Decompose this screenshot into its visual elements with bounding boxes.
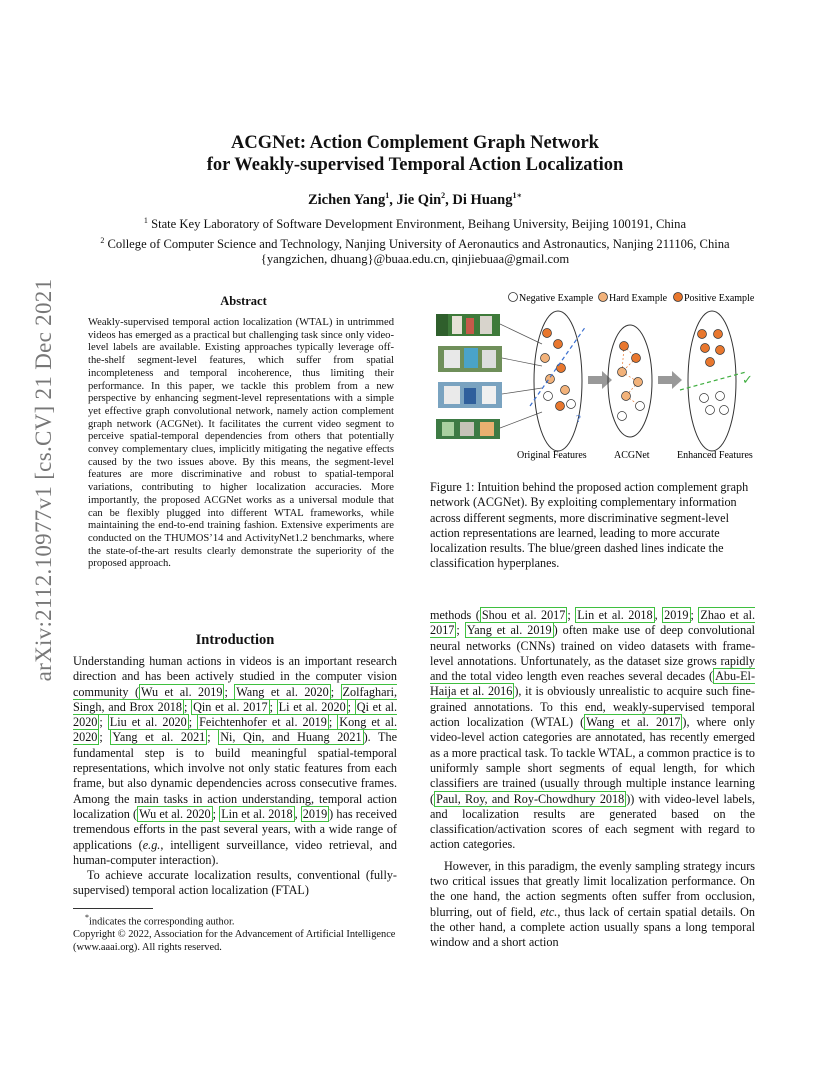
figure-legend xyxy=(509,293,755,305)
figure-1 xyxy=(430,286,760,466)
enhanced-features-cluster xyxy=(680,311,753,451)
affiliations xyxy=(60,213,770,268)
arrow-icon xyxy=(658,371,682,389)
label-enhanced-features: Enhanced Features xyxy=(677,450,753,461)
citation-link[interactable]: Shou et al. 2017 xyxy=(481,608,566,622)
citation-link[interactable]: Wang et al. 2020 xyxy=(236,684,329,699)
figure-1-caption: Figure 1: Intuition behind the proposed action complement graph network (ACGNet). By exploiting complementary information across different segments, more discriminative segment-level action representations are learned, leading to more accurate localization results. The blue/green dashed lines indicate the classification hyperplanes. xyxy=(430,480,749,571)
citation-link[interactable]: 2019 xyxy=(302,806,328,821)
arxiv-watermark: arXiv:2112.10977v1 [cs.CV] 21 Dec 2021 xyxy=(31,278,56,682)
svg-text:Hard Example: Hard Example xyxy=(609,293,668,304)
paper-title xyxy=(100,132,730,176)
right-paragraph-2: However, in this paradigm, the evenly sampling strategy incurs two critical issues that greatly limit localization performance. On the one hand, the action segments often suffer from occlusion, blurring, out of field, etc., thus lack of certain spatial details. On the other hand, a complete action usually spans a long temporal window and a short action xyxy=(430,858,755,950)
citation-link[interactable]: Wang et al. 2017 xyxy=(586,715,681,730)
intro-paragraph-1: Understanding human actions in videos is an important research direction and has been actively studied in the computer vision community ( Wu et al. 2019 ; Wang et al. 2020 ; Zolfaghari, Singh, and Brox 2018 ; Qin et al. 2017 ; Li et al. 2020 ; Qi et al. 2020 ; Liu et al. 2020 ; Feichtenhofer et al. 2019 ; Kong et al. 2020 ; Yang et al. 2021 ; Ni, Qin, and Huang 2021 ). The fundamental step is to build meaningful spatial-temporal representations, which involve not only static features from each frame, but also dynamic dependencies across consecutive frames. Among the main tasks in action understanding, temporal action localization ( Wu et al. 2020 ; Lin et al. 2018 , 2019 ) has received tremendous efforts in the past several years, with a wide range of applications (e.g., intelligent surveillance, video retrieval, and human-computer interaction). xyxy=(73,654,398,867)
citation-link[interactable]: Lin et al. 2018 xyxy=(577,608,653,622)
author-2: Jie Qin xyxy=(396,191,442,208)
svg-text:?: ? xyxy=(576,413,581,425)
corresponding-author-note: *indicates the corresponding author. xyxy=(85,913,235,928)
citation-link[interactable]: Zolfaghari, Singh, and Brox 2018 xyxy=(73,684,398,714)
original-features-cluster xyxy=(530,311,586,451)
svg-text:✓: ✓ xyxy=(742,372,753,387)
footnote-rule xyxy=(73,908,153,909)
abstract-heading: Abstract xyxy=(220,294,267,308)
abstract-text: Weakly-supervised temporal action localization (WTAL) in untrimmed videos has emerged as a practical but challenging task since only video-level labels are available. Existing approaches typically leverage off-the-shelf segment-level features, which suffer from spatial incompleteness and temporal incoherence, thus limiting their performance. In this paper, we tackle this problem from a new perspective by enhancing segment-level representations with a simple yet effective graph convolutional network, namely action complement graph network (ACGNet). It facilitates the current video segment to perceive spatial-temporal dependencies from others that potentially convey complementary clues, implicitly mitigating the negative effects caused by the two issues above. By this means, the segment-level features are more discriminative and robust to spatial-temporal variations, contributing to higher localization accuracies. More importantly, the proposed ACGNet works as a universal module that can be flexibly plugged into different WTAL frameworks, while maintaining the end-to-end training fashion. Extensive experiments are conducted on the THUMOS’14 and ActivityNet1.2 benchmarks, where the state-of-the-art results clearly demonstrate the superiority of the proposed approach. xyxy=(88,317,394,570)
citation-link[interactable]: Kong et al. 2020 xyxy=(73,715,398,745)
citation-link[interactable]: Feichtenhofer et al. 2019 xyxy=(199,715,327,730)
citation-link[interactable]: Paul, Roy, and Roy-Chowdhury 2018 xyxy=(436,791,625,806)
title-line-2: for Weakly-supervised Temporal Action Localization xyxy=(206,155,624,175)
title-line-1: ACGNet: Action Complement Graph Network xyxy=(231,133,599,153)
author-3: Di Huang xyxy=(452,191,513,208)
video-frames xyxy=(436,314,502,439)
citation-link[interactable]: Yang et al. 2019 xyxy=(466,623,552,638)
citation-link[interactable]: Abu-El-Haija et al. 2016 xyxy=(430,669,755,699)
acgnet-cluster xyxy=(608,325,652,437)
citation-link[interactable]: Qi et al. 2020 xyxy=(73,699,398,730)
intro-paragraph-2: To achieve accurate localization results, conventional (fully-supervised) temporal action localization (FTAL) xyxy=(73,868,397,898)
citation-link[interactable]: Qin et al. 2017 xyxy=(193,699,268,714)
intro-left-column xyxy=(73,654,397,899)
citation-link[interactable]: 2019 xyxy=(664,608,689,622)
author-1: Zichen Yang xyxy=(307,191,386,208)
citation-link[interactable]: Li et al. 2020 xyxy=(278,699,346,714)
citation-link[interactable]: Zhao et al. 2017 xyxy=(430,608,756,638)
copyright-notice: Copyright © 2022, Association for the Advancement of Artificial Intelligence (www.aaai.org). All rights reserved. xyxy=(73,929,396,954)
footnote xyxy=(73,912,403,955)
introduction-heading: Introduction xyxy=(195,632,275,648)
author-emails: {yangzichen, dhuang}@buaa.edu.cn, qinjiebuaa@gmail.com xyxy=(260,252,570,267)
affiliation-2: $^2$ College of Computer Science and Technology, Nanjing University of Aeronautics and Astronautics, Nanjing 211106, China xyxy=(100,235,730,251)
citation-link[interactable]: Wu et al. 2019 xyxy=(141,684,223,699)
citation-link[interactable]: Lin et al. 2018 xyxy=(221,806,293,821)
citation-link[interactable]: Wu et al. 2020 xyxy=(139,806,211,821)
svg-text:Positive Example: Positive Example xyxy=(684,293,755,304)
label-acgnet: ACGNet xyxy=(614,450,650,461)
right-paragraph-1: methods ( Shou et al. 2017 ; Lin et al. 2018 , 2019 ; Zhao et al. 2017 ; Yang et al. 2019 ) often make use of deep convolutional neural networks (CNNs) trained on video datasets with frame-level annotations. Unfortunately, as the dataset size grows rapidly and the total video length even reaches several decades ( Abu-El-Haija et al. 2016 ), it is obviously unrealistic to acquire such fine-grained annotations. To this end, weakly-supervised temporal action localization (WTAL) ( Wang et al. 2017 ), where only video-level action categories are annotated, has recently emerged as a more practical task. To tackle WTAL, a common practice is to uniformly sample short segments of equal length, for which classifiers are trained (usually through multiple instance learning ( Paul, Roy, and Roy-Chowdhury 2018 )) with video-level labels, and localization results are generated based on the classification/activation scores of each segment with regard to action categories. xyxy=(430,608,756,852)
label-original-features: Original Features xyxy=(517,450,587,461)
affiliation-1: $^1$ State Key Laboratory of Software Development Environment, Beihang University, Beijing 100191, China xyxy=(143,216,687,232)
citation-link[interactable]: Liu et al. 2020 xyxy=(109,715,187,730)
citation-link[interactable]: Ni, Qin, and Huang 2021 xyxy=(220,730,362,745)
frame-connectors xyxy=(500,324,542,428)
citation-link[interactable]: Yang et al. 2021 xyxy=(112,730,206,745)
svg-text:Negative Example: Negative Example xyxy=(519,293,594,304)
authors: Zichen Yang$^1$, Jie Qin$^2$, Di Huang$^{1∗}$ xyxy=(307,191,522,208)
intro-right-column xyxy=(430,608,755,951)
